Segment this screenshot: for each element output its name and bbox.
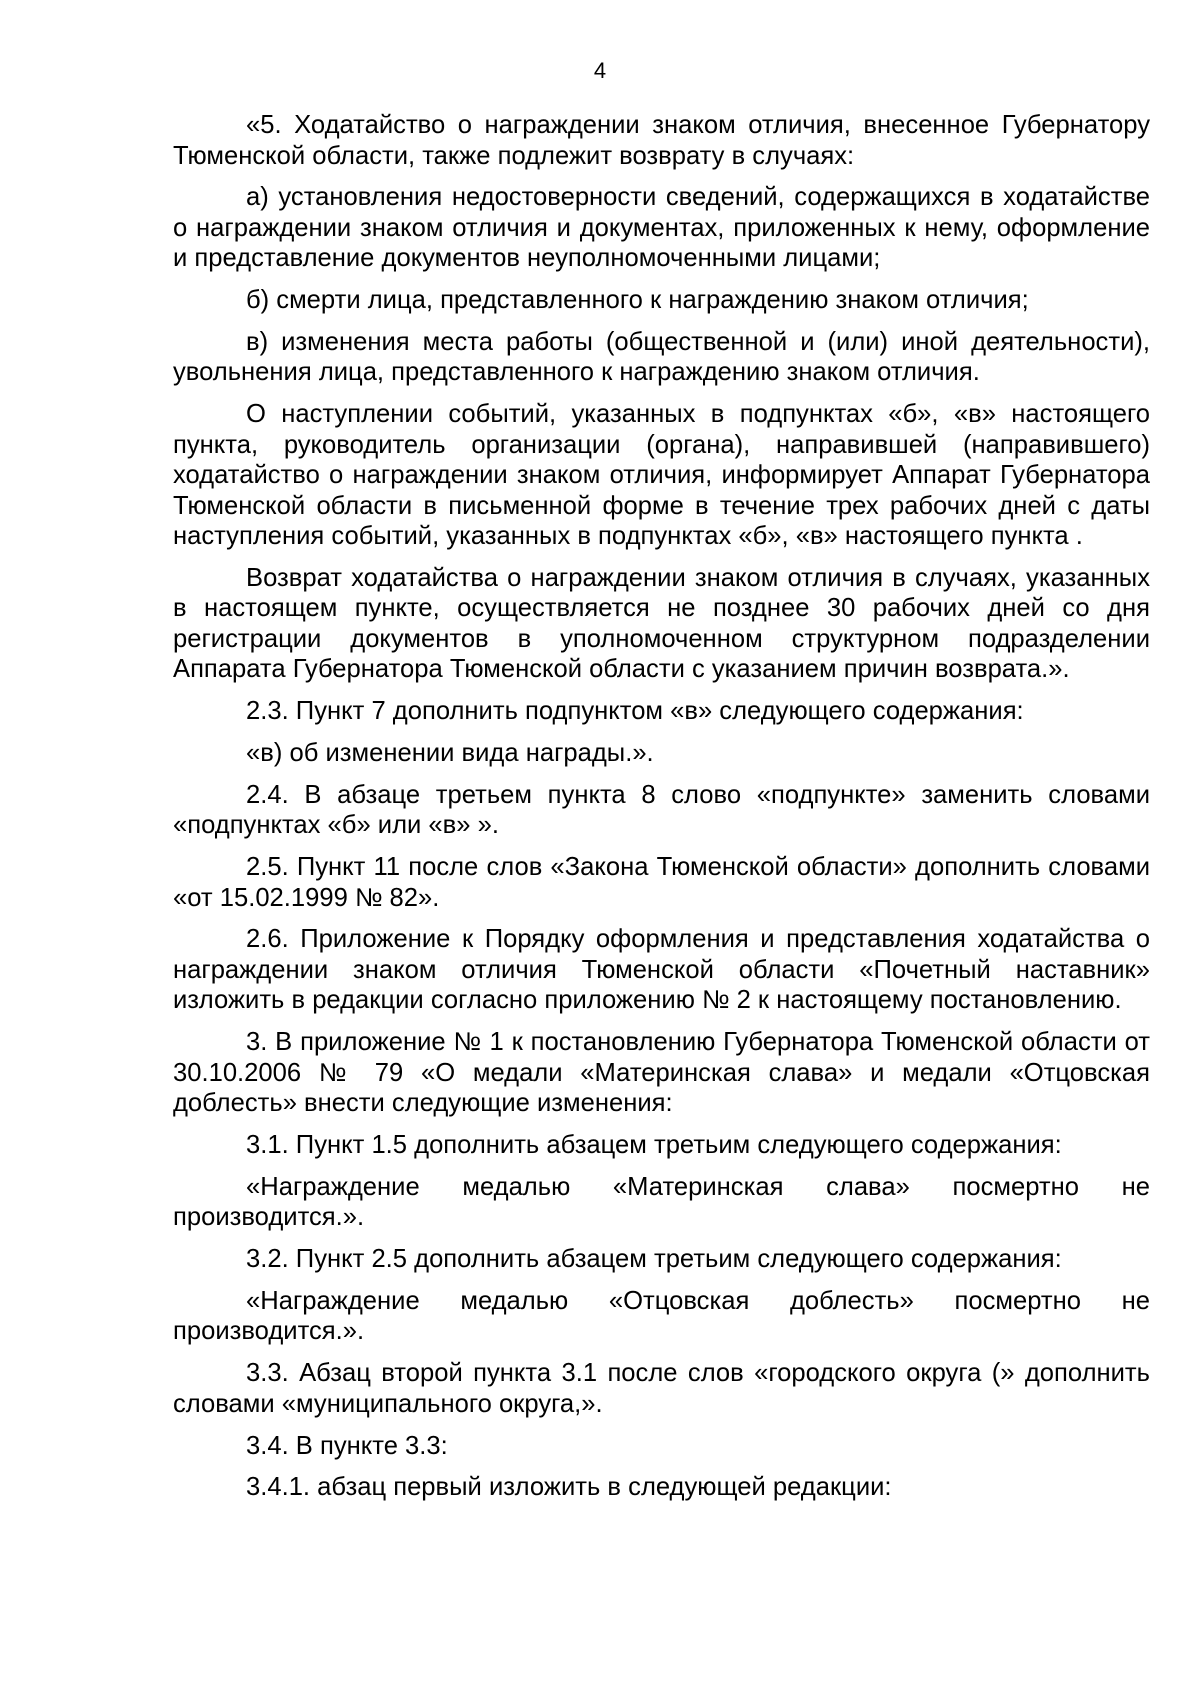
- paragraph: О наступлении событий, указанных в подпунктах «б», «в» настоящего пункта, руководитель организации (органа), направившей (направившего) ходатайство о награждении знаком отличия, информирует Аппарат Губернатора Тюменской области в письменной форме в течение трех рабочих дней с даты наступления событий, указанных в подпунктах «б», «в» настоящего пункта .: [173, 400, 1150, 551]
- paragraph: 3. В приложение № 1 к постановлению Губернатора Тюменской области от 30.10.2006 № 79 «О медали «Материнская слава» и медали «Отцовская доблесть» внести следующие изменения:: [173, 1028, 1150, 1118]
- paragraph: 2.4. В абзаце третьем пункта 8 слово «подпункте» заменить словами «подпунктах «б» или «в» ».: [173, 780, 1150, 840]
- paragraph: 3.4.1. абзац первый изложить в следующей редакции:: [246, 1473, 892, 1502]
- paragraph: «Награждение медалью «Отцовская доблесть» посмертно не производится.».: [173, 1286, 1150, 1346]
- paragraph: «в) об изменении вида награды.».: [246, 739, 654, 768]
- document-body: [173, 110, 1150, 1503]
- paragraph: Возврат ходатайства о награждении знаком отличия в случаях, указанных в настоящем пункте, осуществляется не позднее 30 рабочих дней со дня регистрации документов в уполномоченном структурном подразделении Аппарата Губернатора Тюменской области с указанием причин возврата.».: [173, 563, 1150, 684]
- paragraph: 3.2. Пункт 2.5 дополнить абзацем третьим следующего содержания:: [246, 1245, 1062, 1274]
- paragraph: 3.3. Абзац второй пункта 3.1 после слов «городского округа (» дополнить словами «муниципального округа,».: [173, 1359, 1150, 1418]
- paragraph: 2.3. Пункт 7 дополнить подпунктом «в» следующего содержания:: [246, 697, 1024, 726]
- paragraph: 3.1. Пункт 1.5 дополнить абзацем третьим следующего содержания:: [246, 1131, 1062, 1160]
- paragraph: б) смерти лица, представленного к награждению знаком отличия;: [246, 286, 1029, 315]
- paragraph: а) установления недостоверности сведений, содержащихся в ходатайстве о награждении знаком отличия и документах, приложенных к нему, оформление и представление документов неуполномоченными лицами;: [173, 183, 1150, 273]
- paragraph: в) изменения места работы (общественной и (или) иной деятельности), увольнения лица, представленного к награждению знаком отличия.: [173, 327, 1150, 387]
- paragraph: 3.4. В пункте 3.3:: [246, 1431, 448, 1460]
- paragraph: «5. Ходатайство о награждении знаком отличия, внесенное Губернатору Тюменской области, также подлежит возврату в случаях:: [173, 111, 1150, 170]
- paragraph: 2.5. Пункт 11 после слов «Закона Тюменской области» дополнить словами «от 15.02.1999 № 82».: [173, 853, 1150, 912]
- page-number: 4: [593, 58, 607, 83]
- paragraph: 2.6. Приложение к Порядку оформления и представления ходатайства о награждении знаком отличия Тюменской области «Почетный наставник» изложить в редакции согласно приложению № 2 к настоящему постановлению.: [173, 925, 1150, 1015]
- paragraph: «Награждение медалью «Материнская слава» посмертно не производится.».: [173, 1172, 1150, 1232]
